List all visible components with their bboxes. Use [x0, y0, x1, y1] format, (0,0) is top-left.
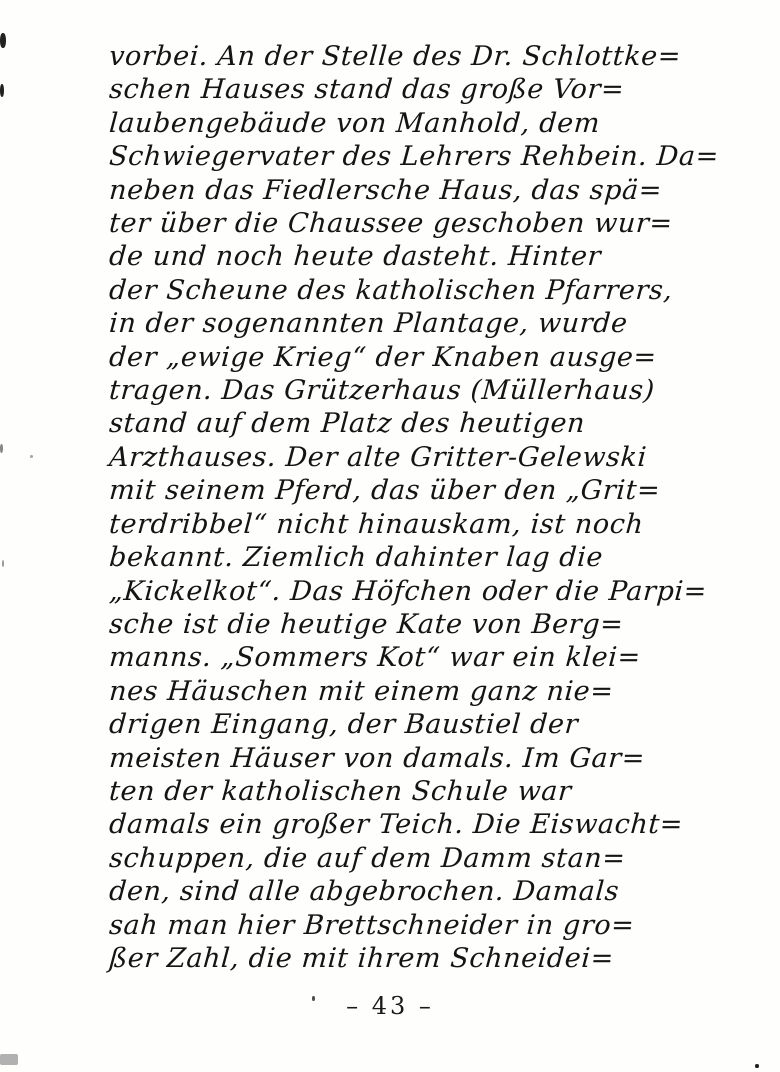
text-line: mit seinem Pferd, das über den „Grit=: [108, 475, 662, 507]
text-line: ter über die Chaussee geschoben wur=: [108, 208, 674, 240]
text-line: stand auf dem Platz des heutigen: [108, 408, 587, 440]
text-line: Schwiegervater des Lehrers Rehbein. Da=: [108, 141, 720, 173]
text-line: den, sind alle abgebrochen. Damals: [108, 876, 621, 908]
text-line: der „ewige Krieg“ der Knaben ausge=: [108, 341, 658, 373]
text-line: nes Häuschen mit einem ganz nie=: [108, 675, 615, 707]
text-line: ten der katholischen Schule war: [108, 775, 573, 807]
handwritten-text-block: [108, 40, 768, 975]
text-line: laubengebäude von Manhold, dem: [108, 107, 602, 139]
text-line: in der sogenannten Plantage, wurde: [108, 308, 629, 340]
scan-artifact: [30, 455, 33, 458]
text-line: manns. „Sommers Kot“ war ein klei=: [108, 642, 642, 674]
text-line: „Kickelkot“. Das Höfchen oder die Parpi=: [108, 575, 709, 607]
text-line: der Scheune des katholischen Pfarrers,: [108, 274, 674, 306]
scan-artifact: [0, 444, 3, 453]
text-line: Arzthauses. Der alte Gritter-Gelewski: [108, 441, 648, 473]
text-line: terdribbel“ nicht hinauskam, ist noch: [108, 508, 645, 540]
scan-artifact: [0, 1054, 18, 1065]
scan-artifact: [2, 560, 4, 567]
page-number: – 43 –: [346, 992, 434, 1020]
text-line: bekannt. Ziemlich dahinter lag die: [108, 542, 605, 574]
text-line: sche ist die heutige Kate von Berg=: [108, 608, 625, 640]
text-line: meisten Häuser von damals. Im Gar=: [108, 742, 647, 774]
scan-artifact: [0, 84, 4, 97]
text-line: drigen Eingang, der Baustiel der: [108, 709, 580, 741]
text-line: ßer Zahl, die mit ihrem Schneidei=: [108, 942, 616, 974]
scan-artifact: [755, 1064, 759, 1068]
text-line: de und noch heute dasteht. Hinter: [108, 241, 603, 273]
text-line: neben das Fiedlersche Haus, das spä=: [108, 174, 664, 206]
scan-artifact: [312, 996, 315, 1001]
text-line: schen Hauses stand das große Vor=: [108, 74, 626, 106]
text-line: damals ein großer Teich. Die Eiswacht=: [108, 809, 685, 841]
text-line: tragen. Das Grützerhaus (Müllerhaus): [108, 375, 656, 407]
text-line: vorbei. An der Stelle des Dr. Schlottke=: [108, 41, 683, 72]
text-line: schuppen, die auf dem Damm stan=: [108, 842, 627, 874]
scan-artifact: [0, 33, 6, 48]
text-line: sah man hier Brettschneider in gro=: [108, 909, 636, 941]
